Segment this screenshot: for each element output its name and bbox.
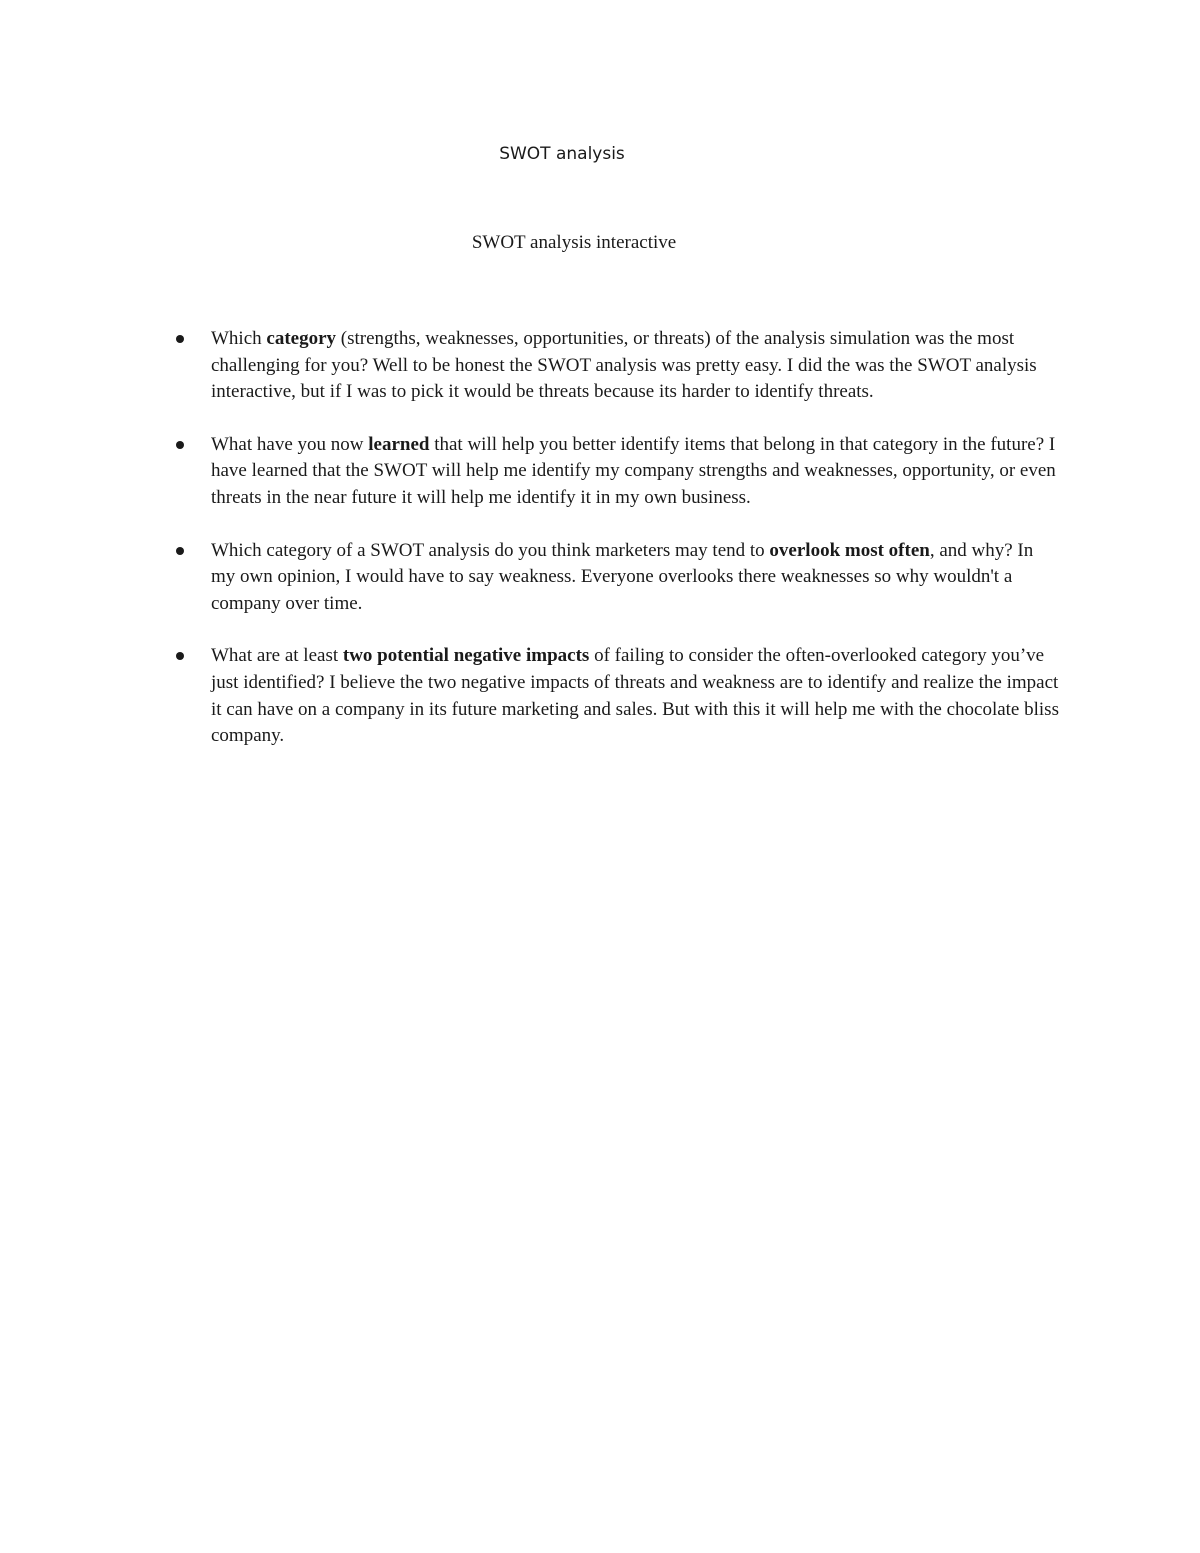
document-title: SWOT analysis — [499, 144, 625, 164]
item-text-pre: Which — [211, 328, 267, 349]
bullet-icon — [176, 652, 184, 660]
item-text-bold: learned — [368, 433, 430, 455]
item-text-post: that will help you better identify items that belong in that category in the future? I have learned that the SWOT will help me identify my company strengths and weaknesses, opportunity, or even threats in the near future it will help me identify it in my own business. — [211, 433, 1056, 508]
bullet-icon — [176, 335, 184, 343]
list-item — [172, 432, 1062, 512]
document-subtitle: SWOT analysis interactive — [471, 232, 677, 253]
item-text-post: , and why? In my own opinion, I would have to say weakness. Everyone overlooks there weaknesses so why wouldn't a company over time. — [211, 539, 1034, 614]
item-text-pre: What are at least — [211, 645, 343, 667]
list-item — [172, 643, 1062, 749]
question-answer-list — [172, 326, 1062, 776]
item-text-bold: overlook most often — [769, 539, 930, 561]
bullet-icon — [176, 441, 184, 449]
item-text-post: (strengths, weaknesses, opportunities, or threats) of the analysis simulation was the most challenging for you? Well to be honest the SWOT analysis was pretty easy. I did the was the SWOT analysis interactive, but if I was to pick it would be threats because its harder to identify threats. — [211, 328, 1037, 403]
list-item — [172, 538, 1062, 618]
item-text-post: of failing to consider the often-overlooked category you’ve just identified? I believe the two negative impacts of threats and weakness are to identify and realize the impact it can have on a company in its future marketing and sales. But with this it will help me with the chocolate bliss company. — [211, 645, 1059, 747]
list-item — [172, 326, 1062, 406]
item-text-pre: Which category of a SWOT analysis do you think marketers may tend to — [211, 539, 770, 561]
item-text-bold: two potential negative impacts — [342, 645, 590, 667]
bullet-icon — [176, 547, 184, 555]
item-text-pre: What have you now — [211, 433, 369, 455]
item-text-bold: category — [266, 328, 337, 349]
